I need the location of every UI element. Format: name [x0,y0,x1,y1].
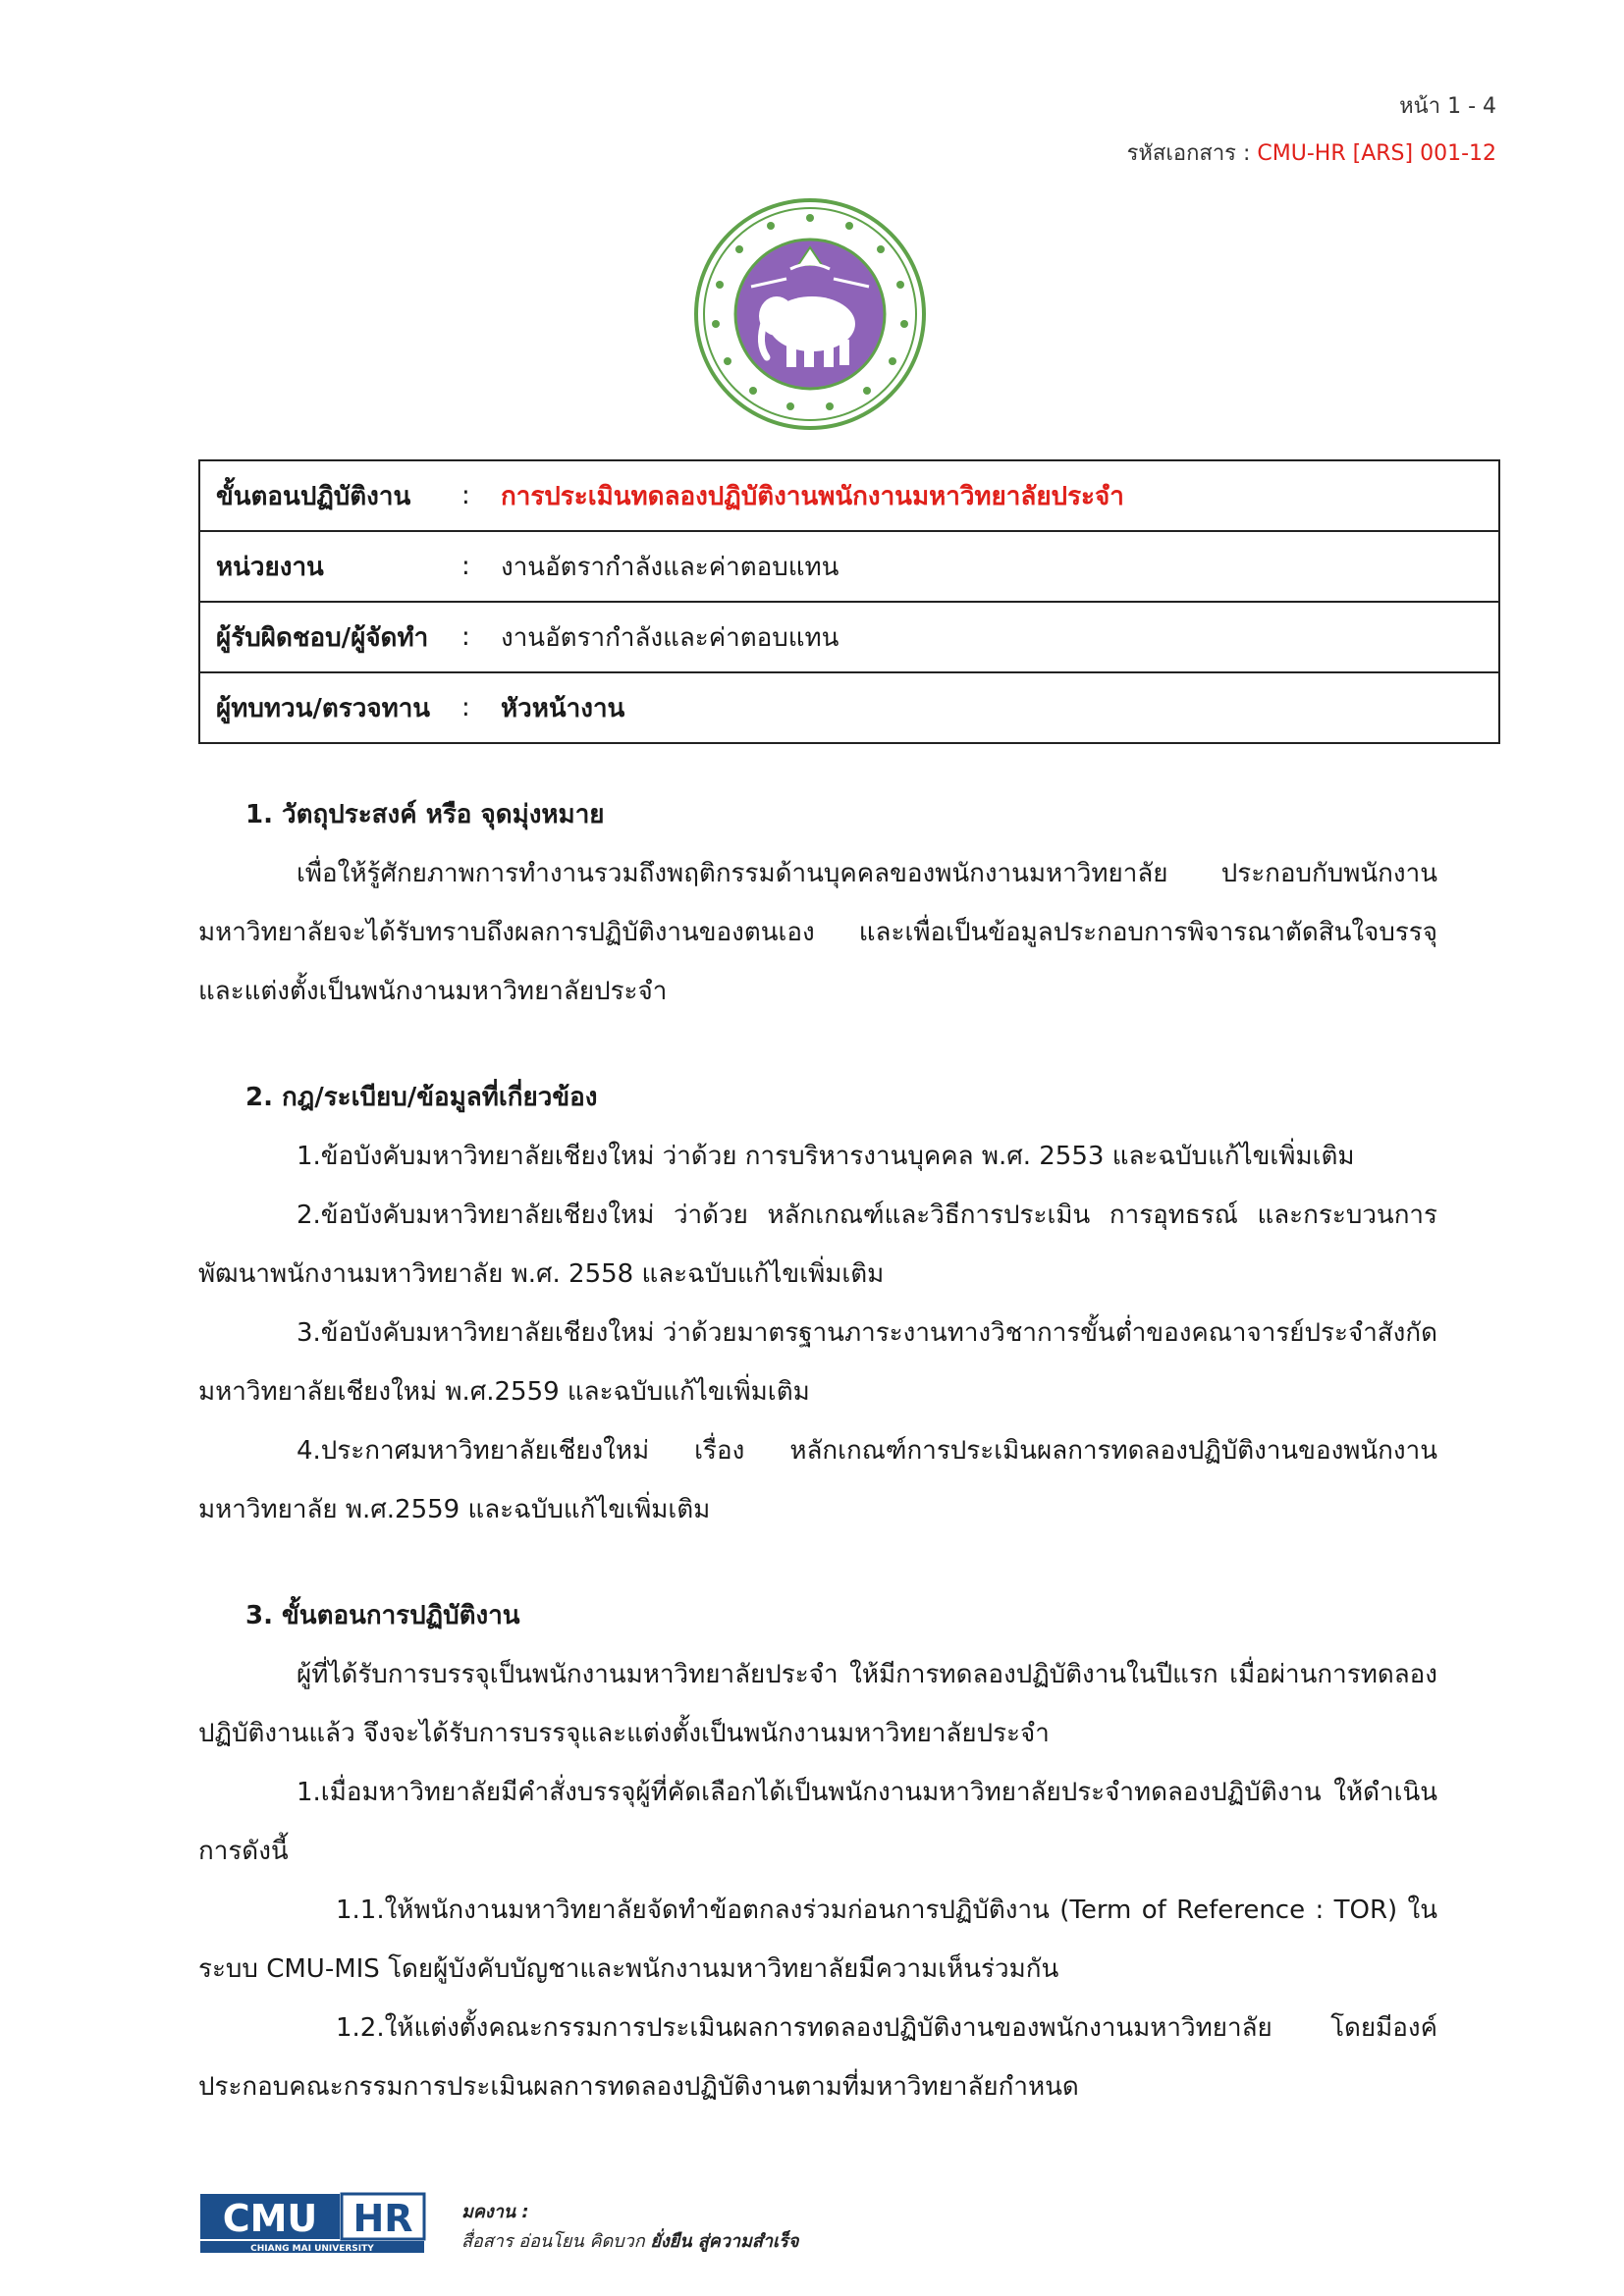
section-2-item-3: 3.ข้อบังคับมหาวิทยาลัยเชียงใหม่ ว่าด้วยมาตรฐานภาระงานทางวิชาการขั้นต่ำของคณาจารย์ประจำสังกัดมหาวิทยาลัยเชียงใหม่ พ.ศ.2559 และฉบับแก้ไขเพิ่มเติม [198,1318,1437,1407]
procedure-value: การประเมินทดลองปฏิบัติงานพนักงานมหาวิทยาลัยประจำ [501,481,1124,511]
section-1-heading: 1. วัตถุประสงค์ หรือ จุดมุ่งหมาย [245,800,605,829]
section-3-item-1-2: 1.2.ให้แต่งตั้งคณะกรรมการประเมินผลการทดลองปฏิบัติงานของพนักงานมหาวิทยาลัย โดยมีองค์ประกอบคณะกรรมการประเมินผลการทดลองปฏิบัติงานตามที่มหาวิทยาลัยกำหนด [198,2013,1437,2102]
department-value: งานอัตรากำลังและค่าตอบแทน [501,552,839,582]
footer-title: มคงาน : [461,2202,529,2222]
logo-cmu-text: CMU [222,2197,318,2240]
section-3-item-1-1: 1.1.ให้พนักงานมหาวิทยาลัยจัดทำข้อตกลงร่วมก่อนการปฏิบัติงาน (Term of Reference : TOR) ในระบบ CMU-MIS โดยผู้บังคับบัญชาและพนักงานมหาวิทยาลัยมีความเห็นร่วมกัน [198,1896,1437,1984]
section-1-paragraph: เพื่อให้รู้ศักยภาพการทำงานรวมถึงพฤติกรรมด้านบุคคลของพนักงานมหาวิทยาลัย ประกอบกับพนักงานมหาวิทยาลัยจะได้รับทราบถึงผลการปฏิบัติงานของตนเอง และเพื่อเป็นข้อมูลประกอบการพิจารณาตัดสินใจบรรจุและแต่งตั้งเป็นพนักงานมหาวิทยาลัยประจำ [198,859,1437,1006]
section-3-paragraph-2: 1.เมื่อมหาวิทยาลัยมีคำสั่งบรรจุผู้ที่คัดเลือกได้เป็นพนักงานมหาวิทยาลัยประจำทดลองปฏิบัติงาน ให้ดำเนินการดังนี้ [198,1778,1437,1866]
department-label: หน่วยงาน [216,552,324,582]
section-3-paragraph-1: ผู้ที่ได้รับการบรรจุเป็นพนักงานมหาวิทยาลัยประจำ ให้มีการทดลองปฏิบัติงานในปีแรก เมื่อผ่านการทดลองปฏิบัติงานแล้ว จึงจะได้รับการบรรจุและแต่งตั้งเป็นพนักงานมหาวิทยาลัยประจำ [198,1660,1437,1748]
section-3-heading: 3. ขั้นตอนการปฏิบัติงาน [245,1601,520,1630]
responsible-value: งานอัตรากำลังและค่าตอบแทน [501,622,839,653]
procedure-label: ขั้นตอนปฏิบัติงาน [216,481,411,511]
table-row: ขั้นตอนปฏิบัติงาน : การประเมินทดลองปฏิบัติงานพนักงานมหาวิทยาลัยประจำ [199,460,1499,531]
logo-hr-text: HR [352,2197,413,2240]
chiang-mai-university-seal-icon [692,196,928,432]
section-2-item-4: 4.ประกาศมหาวิทยาลัยเชียงใหม่ เรื่อง หลักเกณฑ์การประเมินผลการทดลองปฏิบัติงานของพนักงานมหาวิทยาลัย พ.ศ.2559 และฉบับแก้ไขเพิ่มเติม [198,1436,1437,1524]
table-row: หน่วยงาน : งานอัตรากำลังและค่าตอบแทน [199,531,1499,602]
responsible-label: ผู้รับผิดชอบ/ผู้จัดทำ [216,622,429,653]
page-number: หน้า 1 - 4 [1399,94,1496,119]
table-row: ผู้ทบทวน/ตรวจทาน : หัวหน้างาน [199,672,1499,743]
reviewer-label: ผู้ทบทวน/ตรวจทาน [216,693,431,723]
document-code: รหัสเอกสาร : CMU-HR [ARS] 001-12 [1126,141,1496,166]
cmu-hr-logo [198,2190,426,2255]
footer-slogan: สื่อสาร อ่อนโยน คิดบวก ยั่งยืน สู่ความสำเร็จ [461,2231,799,2252]
procedure-info-table [198,459,1500,744]
table-row: ผู้รับผิดชอบ/ผู้จัดทำ : งานอัตรากำลังและค่าตอบแทน [199,602,1499,672]
section-2-heading: 2. กฎ/ระเบียบ/ข้อมูลที่เกี่ยวข้อง [245,1083,598,1112]
document-body [198,785,1437,2116]
logo-sub-text: CHIANG MAI UNIVERSITY [250,2244,374,2254]
reviewer-value: หัวหน้างาน [501,693,625,723]
section-2-item-1: 1.ข้อบังคับมหาวิทยาลัยเชียงใหม่ ว่าด้วย การบริหารงานบุคคล พ.ศ. 2553 และฉบับแก้ไขเพิ่มเติม [297,1142,1355,1171]
section-2-item-2: 2.ข้อบังคับมหาวิทยาลัยเชียงใหม่ ว่าด้วย หลักเกณฑ์และวิธีการประเมิน การอุทธรณ์ และกระบวนการพัฒนาพนักงานมหาวิทยาลัย พ.ศ. 2558 และฉบับแก้ไขเพิ่มเติม [198,1201,1437,1289]
